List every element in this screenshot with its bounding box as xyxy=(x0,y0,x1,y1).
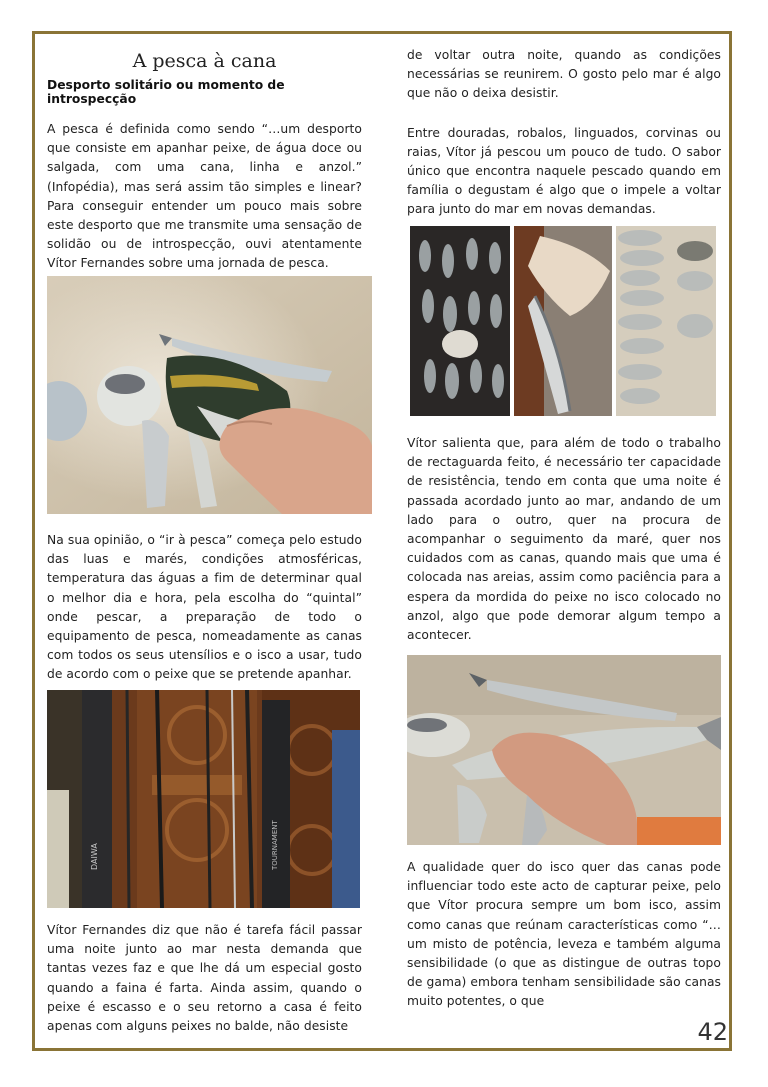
paragraph-preparation: Na sua opinião, o “ir à pesca” começa pelo estudo das luas e marés, condições atmosféricas, temperatura das águas a fim de determinar qual o melhor dia e hora, pela escolha do “quintal” onde pescar, a preparação de todo o equipamento de pesca, nomeadamente as canas com todos os seus utensílios e o isco a usar, tudo de acordo com o peixe que se pretende apanhar. xyxy=(47,533,362,682)
right-column-top xyxy=(407,46,721,220)
article-title: A pesca à cana xyxy=(132,50,277,72)
paragraph-return: de voltar outra noite, quando as condições necessárias se reunirem. O gosto pelo mar é algo que não o deixa desistir. xyxy=(407,48,721,101)
paragraph-resistance: Vítor salienta que, para além de todo o trabalho de rectaguarda feito, é necessário ter capacidade de resistência, tendo em conta que uma noite é passada acordado junto ao mar, andando de um lado para o outro, quer na procura de acompanhar o seguimento da maré, quer nos cuidados com as canas, quando mais que uma é colocada nas areias, assim como paciência para a espera da mordida do peixe no isco colocado no anzol, algo que pode demorar algum tempo a acontecer. xyxy=(407,436,721,643)
page-number: 42 xyxy=(697,1018,728,1046)
left-column-middle xyxy=(47,531,362,685)
left-column-bottom xyxy=(47,921,362,1036)
photo-hand-on-fish xyxy=(407,655,721,845)
article-subtitle: Desporto solitário ou momento de introspecção xyxy=(47,78,285,106)
paragraph-quality: A qualidade quer do isco quer das canas pode influenciar todo este acto de capturar peixe, pelo que Vítor procura sempre um bom isco, assim como canas que reúnam características como “…um misto de potência, leveza e também alguma sensibilidade (o que as distingue de outras topo de gama) embora tenham sensibilidade são canas muito potentes, o que xyxy=(407,860,721,1009)
paragraph-species: Entre douradas, robalos, linguados, corvinas ou raias, Vítor já pescou um pouco de tudo. O sabor único que encontra naquele pescado quando em família o degustam é algo que o impele a voltar para junto do mar em novas demandas. xyxy=(407,125,721,217)
photo-catch-collage xyxy=(410,226,716,416)
photo-fish-in-hand xyxy=(47,276,372,514)
left-column xyxy=(47,50,362,274)
rod-brand-tournament: TOURNAMENT xyxy=(271,820,279,870)
right-column-bottom xyxy=(407,858,721,1012)
rod-brand-daiwa: DAIWA xyxy=(90,843,99,870)
right-column-middle xyxy=(407,434,721,645)
photo-fishing-rods xyxy=(47,690,360,908)
paragraph-difficulty: Vítor Fernandes diz que não é tarefa fácil passar uma noite junto ao mar nesta demanda que tantas vezes faz e que lhe dá um especial gosto quando a faina é farta. Ainda assim, quando o peixe é escasso e o seu retorno a casa é feito apenas com alguns peixes no balde, não desiste xyxy=(47,923,362,1034)
paragraph-definition: A pesca é definida como sendo “…um desporto que consiste em apanhar peixe, de água doce ou salgada, com uma cana, linha e anzol.” (Infopédia), mas será assim tão simples e linear? Para conseguir entender um pouco mais sobre este desporto que me transmite uma sensação de solidão ou de introspecção, ouvi atentamente Vítor Fernandes sobre uma jornada de pesca. xyxy=(47,122,362,271)
